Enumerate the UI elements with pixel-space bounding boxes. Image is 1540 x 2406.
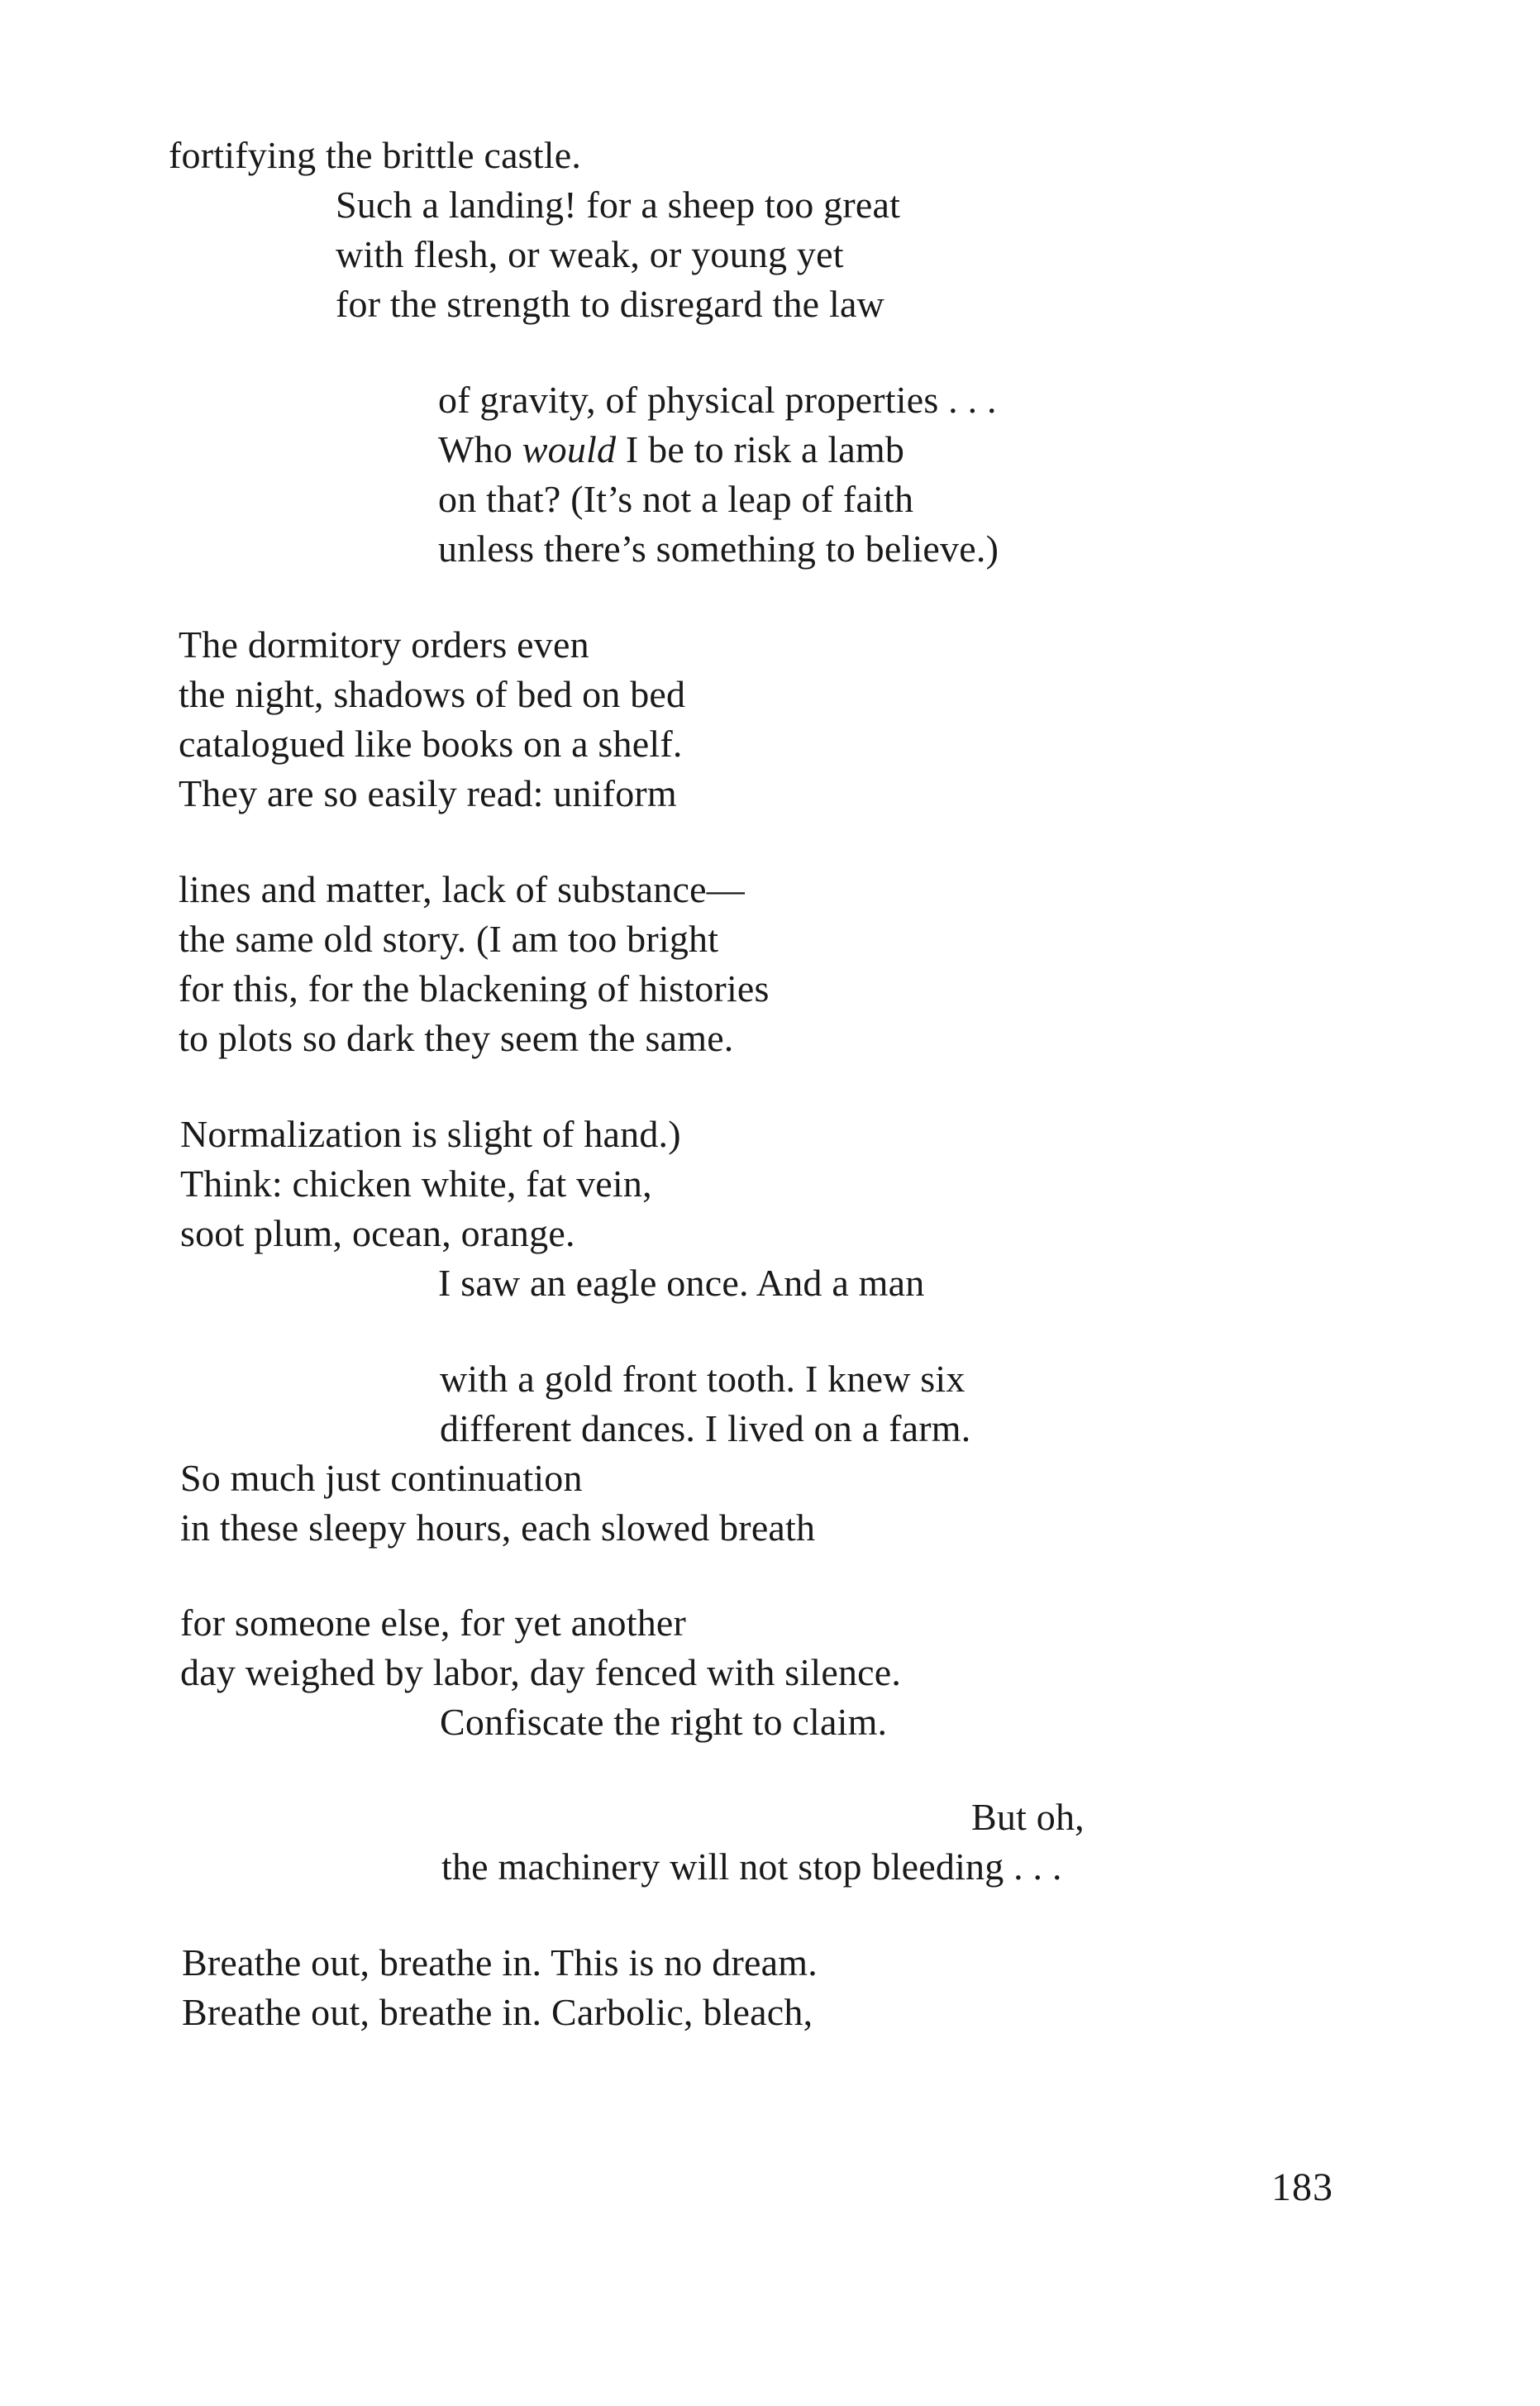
poem-line: with a gold front tooth. I knew six <box>440 1358 965 1400</box>
emphasized-word: would <box>522 428 617 470</box>
poem-line: Breathe out, breathe in. Carbolic, bleach, <box>182 1991 813 2033</box>
poem-line: So much just continuation <box>180 1457 583 1499</box>
poem-line: But oh, <box>971 1796 1085 1838</box>
poem-line: lines and matter, lack of substance— <box>179 868 745 910</box>
poem-line: day weighed by labor, day fenced with silence. <box>180 1651 902 1693</box>
poem-line: unless there’s something to believe.) <box>438 528 999 570</box>
poem-line: with flesh, or weak, or young yet <box>336 233 844 275</box>
poem-line: They are so easily read: uniform <box>179 772 677 814</box>
poem-line: The dormitory orders even <box>179 623 589 666</box>
poem-line: different dances. I lived on a farm. <box>440 1407 971 1449</box>
poem-line: Think: chicken white, fat vein, <box>180 1162 652 1205</box>
poem-line: Normalization is slight of hand.) <box>180 1113 681 1155</box>
poem-line: on that? (It’s not a leap of faith <box>438 478 914 520</box>
poem-line: for the strength to disregard the law <box>336 283 884 325</box>
poem-line: for this, for the blackening of histories <box>179 967 770 1010</box>
poem-line: fortifying the brittle castle. <box>169 134 582 176</box>
poem-line: the same old story. (I am too bright <box>179 918 719 960</box>
poem-line: soot plum, ocean, orange. <box>180 1212 575 1254</box>
poem-line: I saw an eagle once. And a man <box>438 1262 925 1304</box>
poem-line: the night, shadows of bed on bed <box>179 673 686 715</box>
poem-line: Who would I be to risk a lamb <box>438 428 905 470</box>
page-number: 183 <box>1271 2165 1333 2209</box>
poem-line: in these sleepy hours, each slowed breath <box>180 1506 816 1549</box>
poem-line: Such a landing! for a sheep too great <box>336 184 901 226</box>
poem-line: of gravity, of physical properties . . . <box>438 379 997 421</box>
poem-line: to plots so dark they seem the same. <box>179 1017 734 1059</box>
poem-line: Confiscate the right to claim. <box>440 1701 888 1743</box>
poem-line: for someone else, for yet another <box>180 1602 687 1644</box>
poem-line: Breathe out, breathe in. This is no dream. <box>182 1941 818 1984</box>
poem-line: catalogued like books on a shelf. <box>179 723 683 765</box>
poem-line: the machinery will not stop bleeding . . . <box>441 1845 1062 1888</box>
